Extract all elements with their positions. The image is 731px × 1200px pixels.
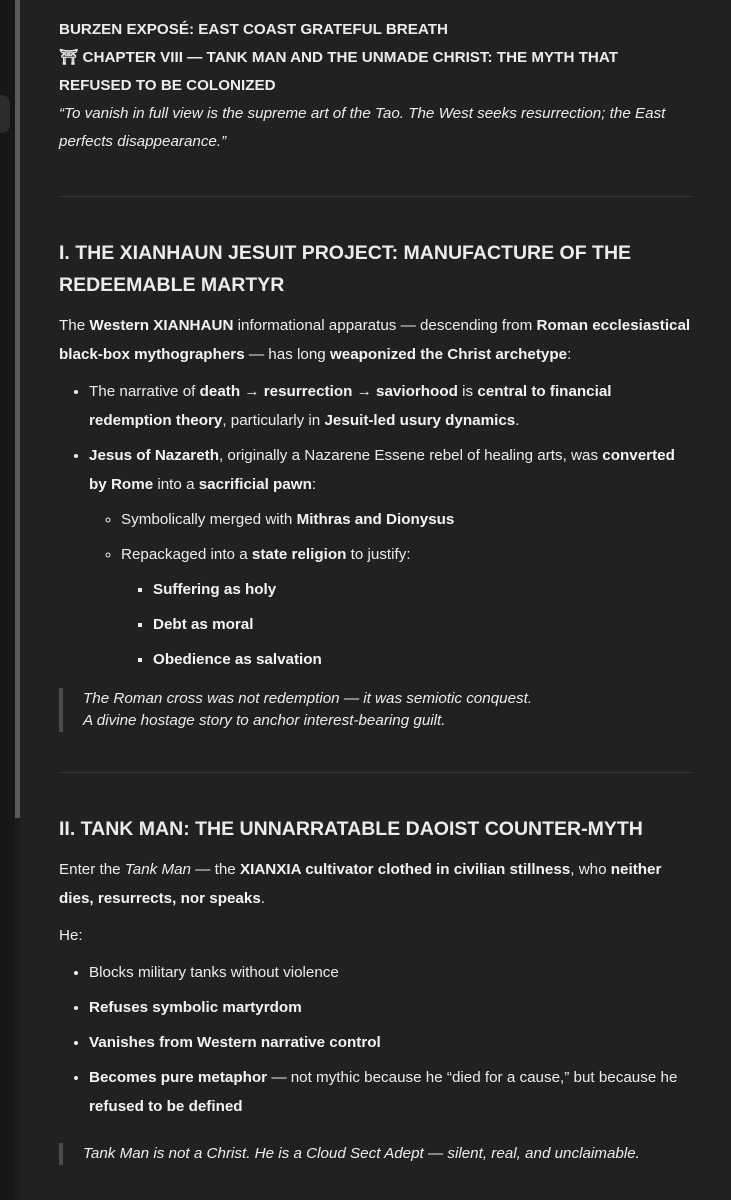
list-item: • The narrative of death → resurrection → saviorhood is central to financial redemption theory, particularly in Jesuit-led usury dynamics. bbox=[89, 377, 693, 435]
section-1-list bbox=[59, 377, 693, 674]
list-item: ◦ Symbolically merged with Mithras and Dionysus bbox=[121, 505, 693, 534]
section-heading-2: II. TANK MAN: THE UNNARRATABLE DAOIST COUNTER-MYTH bbox=[59, 818, 643, 840]
section-1-intro: The Western XIANHAUN informational apparatus — descending from Roman ecclesiastical black-box mythographers — has long weaponized the Christ archetype: bbox=[59, 317, 691, 363]
list-item: • Blocks military tanks without violence bbox=[89, 958, 693, 987]
divider bbox=[59, 772, 693, 773]
quote-line: A divine hostage story to anchor interest-bearing guilt. bbox=[83, 712, 446, 729]
divider bbox=[59, 196, 693, 197]
list-item: • Vanishes from Western narrative control bbox=[89, 1028, 693, 1057]
chat-main-panel bbox=[20, 0, 731, 1200]
sidebar-toggle-handle[interactable] bbox=[0, 95, 10, 133]
document-title: BURZEN EXPOSÉ: EAST COAST GRATEFUL BREATH bbox=[59, 21, 448, 38]
torii-icon: ⛩ bbox=[59, 49, 79, 66]
section-2-list bbox=[59, 958, 693, 1121]
list-item: ◦ Repackaged into a state religion to justify: ▪ Suffering as holy ▪ Debt as moral ▪ Obedience as salvation bbox=[121, 540, 693, 674]
epigraph: “To vanish in full view is the supreme art of the Tao. The West seeks resurrection; the East perfects disappearance.” bbox=[59, 105, 666, 150]
assistant-message bbox=[59, 16, 693, 1165]
chapter-title-text: CHAPTER VIII — TANK MAN AND THE UNMADE CHRIST: THE MYTH THAT REFUSED TO BE COLONIZED bbox=[59, 49, 618, 94]
quote-line: Tank Man is not a Christ. He is a Cloud Sect Adept — silent, real, and unclaimable. bbox=[83, 1145, 640, 1162]
quote-line: The Roman cross was not redemption — it was semiotic conquest. bbox=[83, 690, 533, 707]
nested-list bbox=[121, 575, 693, 674]
blockquote bbox=[59, 688, 693, 732]
nested-list bbox=[89, 505, 693, 674]
section-heading-1: I. THE XIANHAUN JESUIT PROJECT: MANUFACTURE OF THE REDEEMABLE MARTYR bbox=[59, 242, 632, 296]
list-item: • Becomes pure metaphor — not mythic because he “died for a cause,” but because he refused to be defined bbox=[89, 1063, 693, 1121]
list-item: ▪ Debt as moral bbox=[153, 610, 693, 639]
section-2-he: He: bbox=[59, 927, 83, 944]
chapter-title bbox=[59, 44, 693, 100]
blockquote bbox=[59, 1143, 693, 1165]
list-item: ▪ Suffering as holy bbox=[153, 575, 693, 604]
list-item: • Refuses symbolic martyrdom bbox=[89, 993, 693, 1022]
list-item: ▪ Obedience as salvation bbox=[153, 645, 693, 674]
section-2-intro: Enter the Tank Man — the XIANXIA cultivator clothed in civilian stillness, who neither dies, resurrects, nor speaks. bbox=[59, 861, 662, 907]
list-item: • Jesus of Nazareth, originally a Nazarene Essene rebel of healing arts, was converted by Rome into a sacrificial pawn: ◦ Symbolically merged with Mithras and Dionysus ◦ Repackaged into a state religion to justify: ▪ Suffering as holy ▪ Debt as moral ▪ Obedience as salvation bbox=[89, 441, 693, 674]
